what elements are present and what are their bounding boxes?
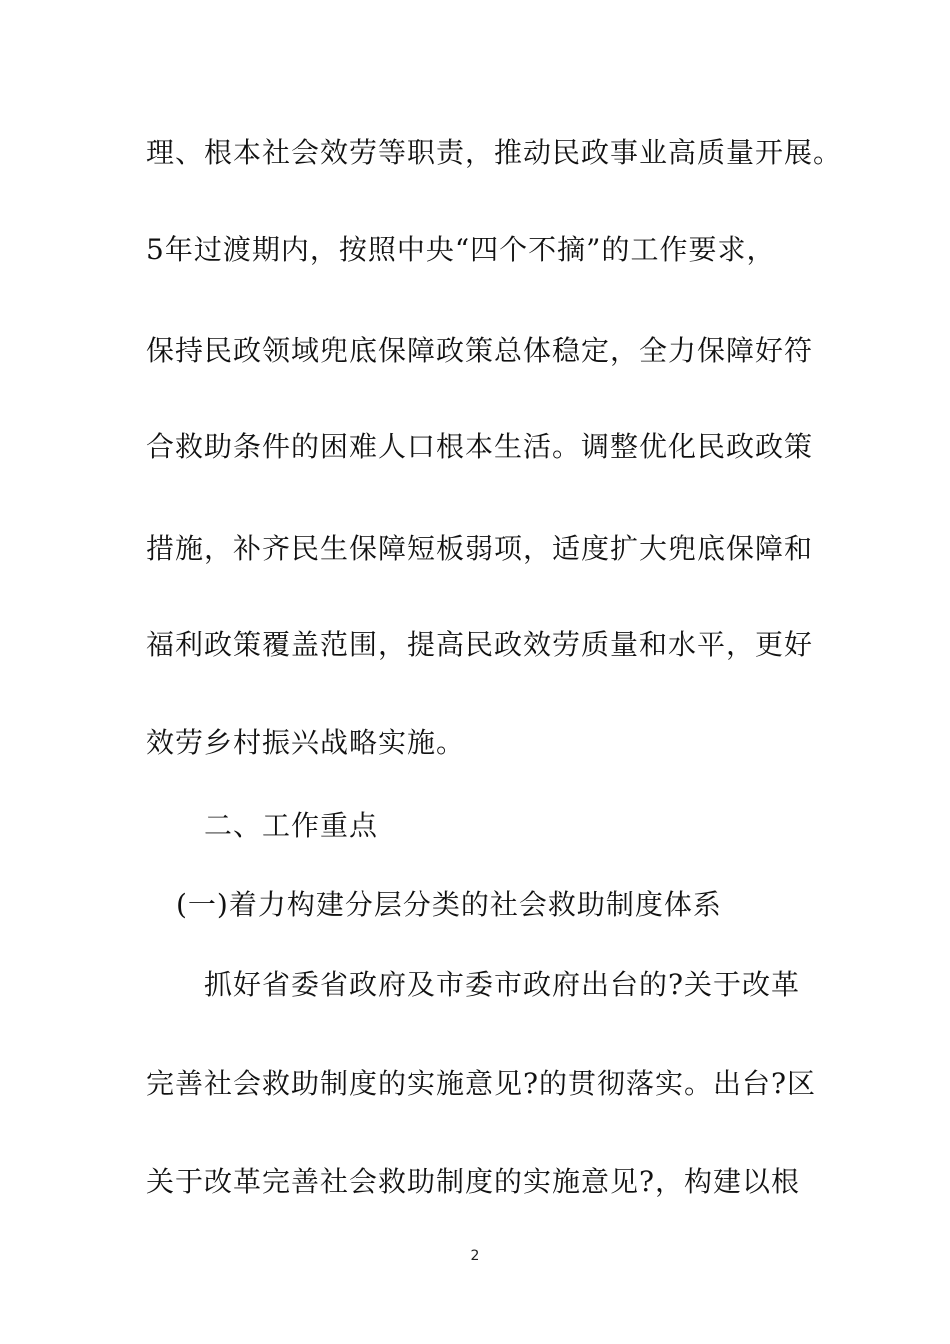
text-line: 5年过渡期内，按照中央“四个不摘”的工作要求， bbox=[146, 233, 776, 266]
text-line: 完善社会救助制度的实施意见?的贯彻落实。出台?区 bbox=[146, 1067, 817, 1100]
text-line: 效劳乡村振兴战略实施。 bbox=[146, 726, 466, 759]
page-number: 2 bbox=[470, 1248, 480, 1264]
section-heading: 二、工作重点 bbox=[204, 809, 379, 842]
text-line: 保持民政领域兜底保障政策总体稳定，全力保障好符 bbox=[146, 334, 814, 367]
text-line: 抓好省委省政府及市委市政府出台的?关于改革 bbox=[204, 968, 801, 1001]
subsection-heading: (一)着力构建分层分类的社会救助制度体系 bbox=[176, 888, 722, 921]
text-line: 关于改革完善社会救助制度的实施意见?，构建以根 bbox=[146, 1165, 801, 1198]
text-line: 措施，补齐民生保障短板弱项，适度扩大兜底保障和 bbox=[146, 532, 814, 565]
text-line: 理、根本社会效劳等职责，推动民政事业高质量开展。 bbox=[146, 136, 843, 169]
text-line: 合救助条件的困难人口根本生活。调整优化民政政策 bbox=[146, 430, 814, 463]
text-line: 福利政策覆盖范围，提高民政效劳质量和水平，更好 bbox=[146, 628, 814, 661]
